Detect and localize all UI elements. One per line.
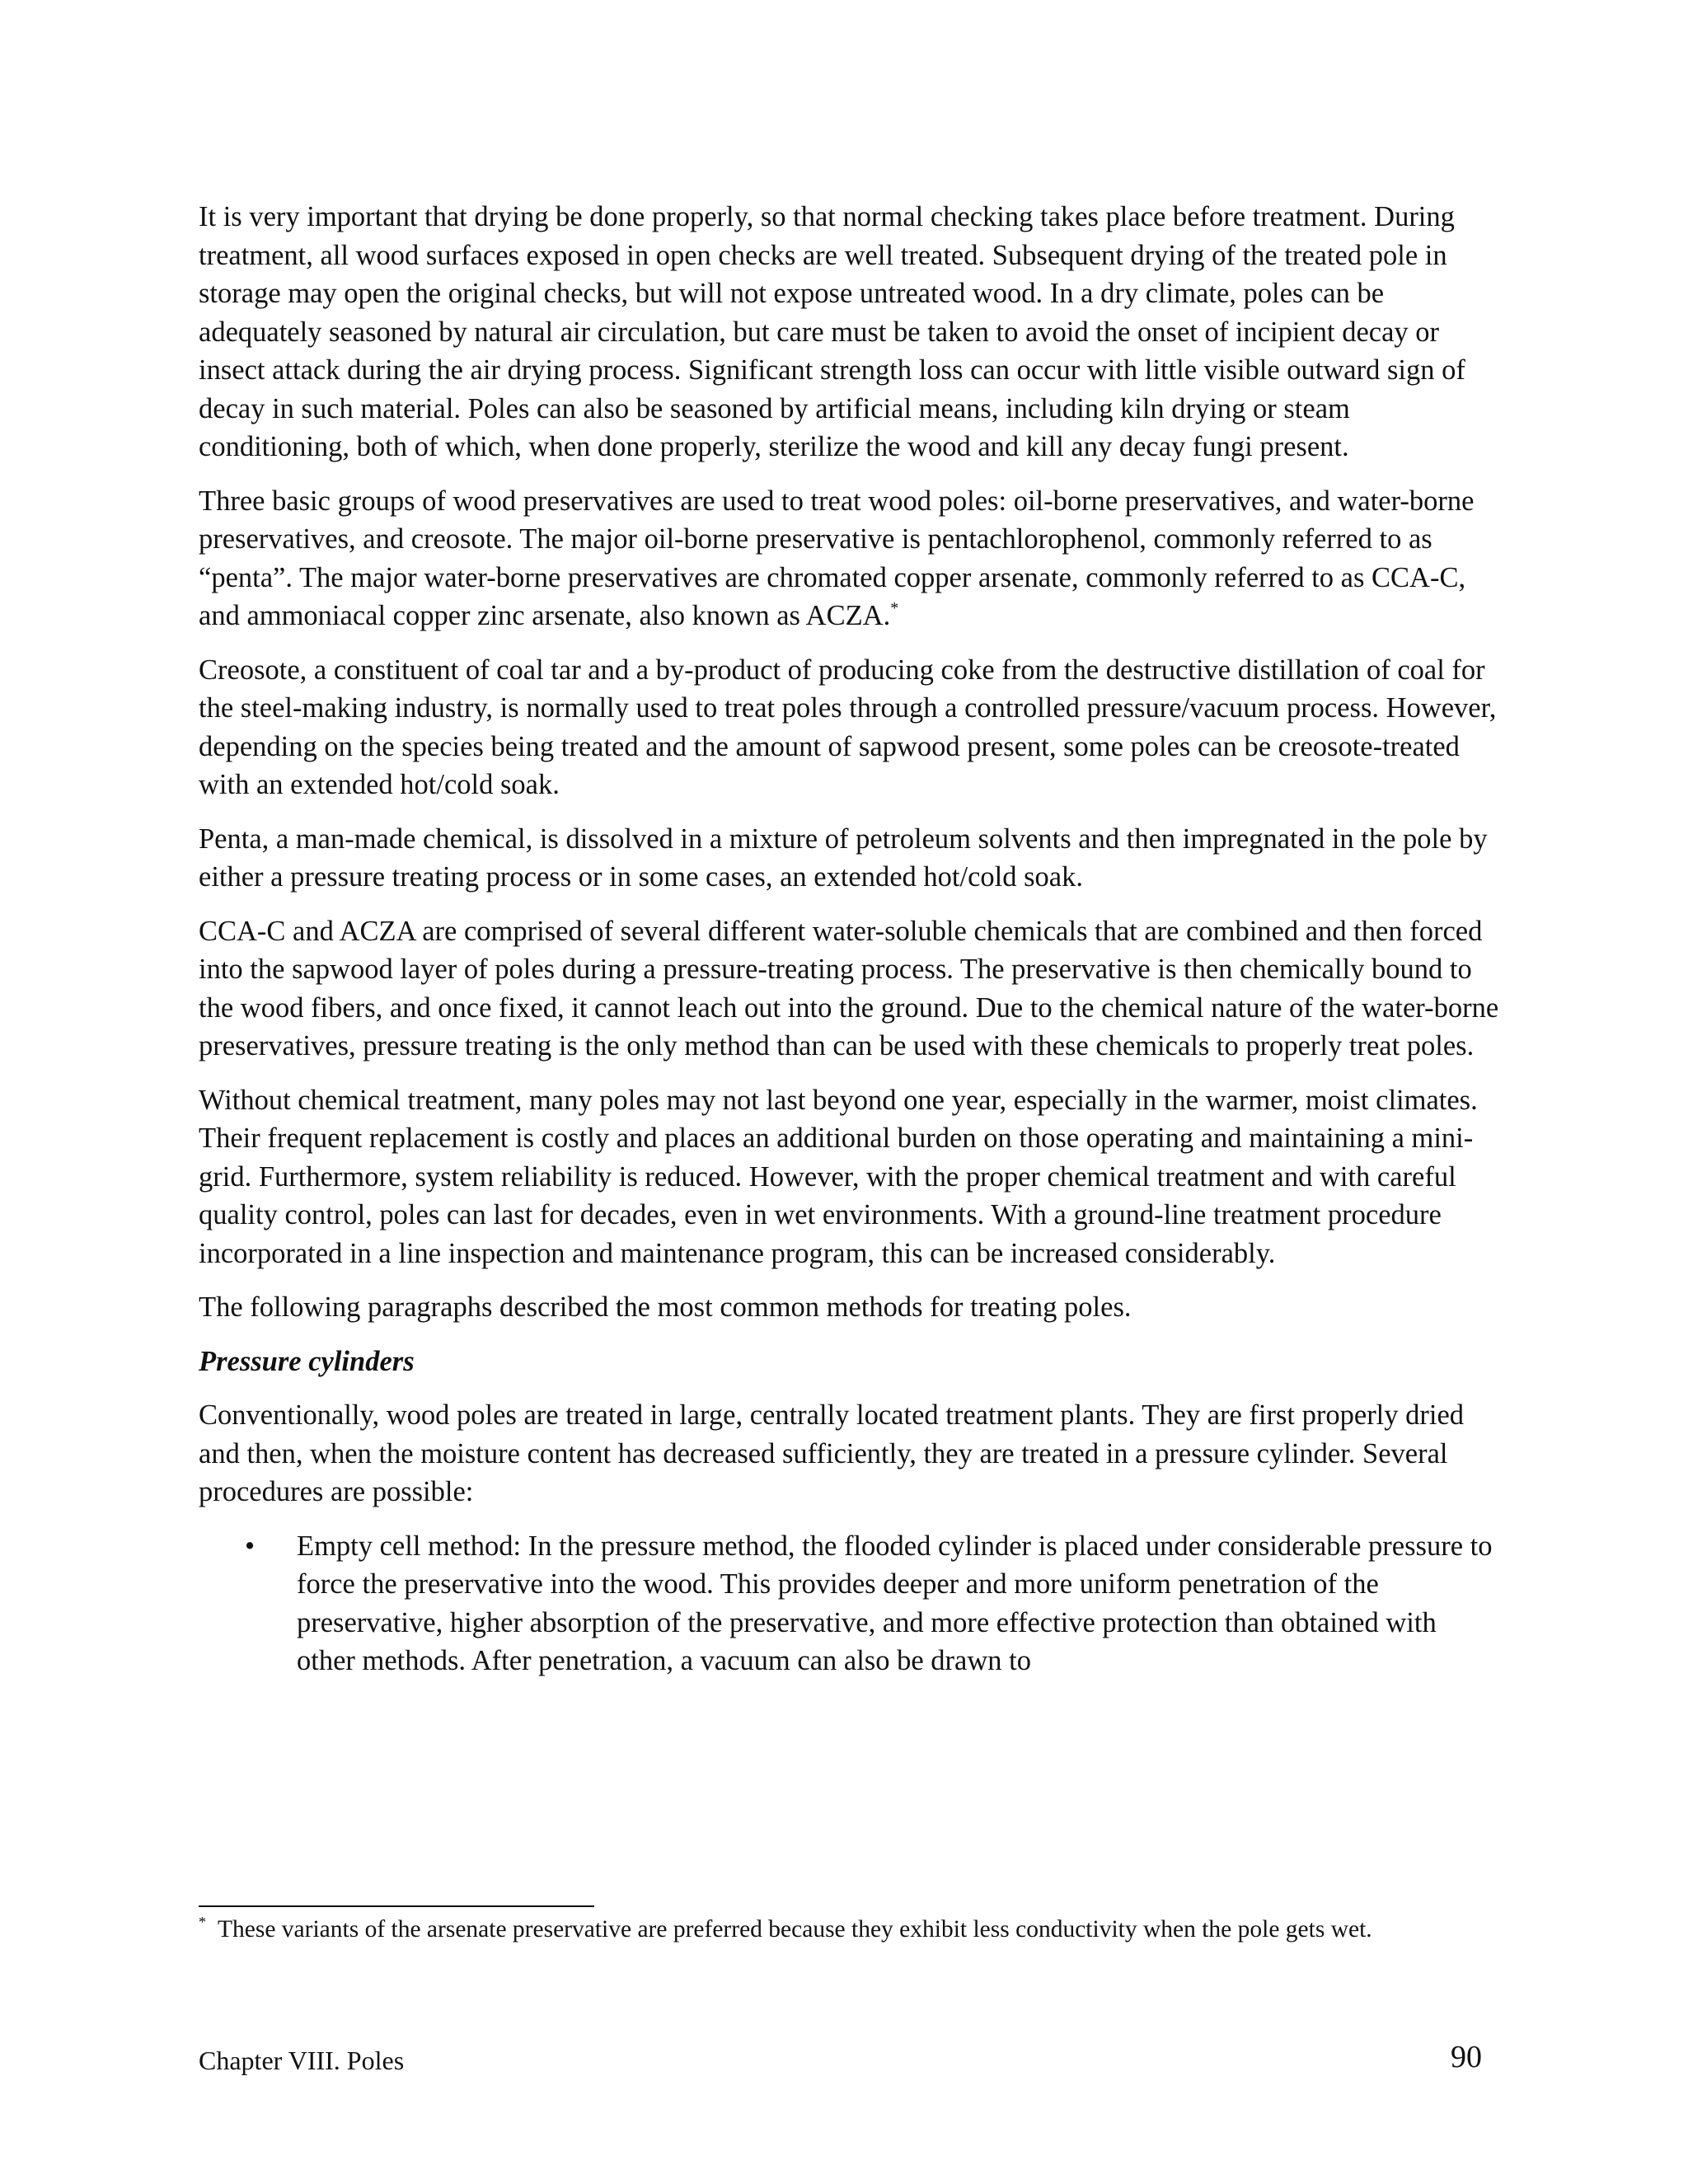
bullet-icon: • — [245, 1530, 256, 1562]
footnote-marker: * — [199, 1914, 206, 1930]
paragraph-methods-intro: The following paragraphs described the most common methods for treating poles. — [199, 1291, 1132, 1323]
paragraph-preservative-groups-text: Three basic groups of wood preservatives are used to treat wood poles: oil-borne preservatives, and water-borne preservatives, and creosote. The major oil-borne preservative is pentachlorophenol, commonly referred to as “penta”. The major water-borne preservatives are chromated copper arsenate, commonly referred to as CCA-C, and ammoniacal copper zinc arsenate, also known as ACZA. — [199, 485, 1475, 631]
list-item — [199, 1527, 1501, 1680]
footer-chapter-title: Chapter VIII. Poles — [199, 2046, 405, 2075]
section-heading-pressure-cylinders: Pressure cylinders — [199, 1345, 415, 1377]
footer-page-number: 90 — [1451, 2040, 1482, 2074]
list-item-text: Empty cell method: In the pressure method, the flooded cylinder is placed under considerable pressure to force the preservative into the wood. This provides deeper and more uniform penetration of the preservative, higher absorption of the preservative, and more effective protection than obtained with other methods. After penetration, a vacuum can also be drawn to — [297, 1530, 1493, 1676]
paragraph-drying: It is very important that drying be done properly, so that normal checking takes place before treatment. During treatment, all wood surfaces exposed in open checks are well treated. Subsequent drying of the treated pole in storage may open the original checks, but will not expose untreated wood. In a dry climate, poles can be adequately seasoned by natural air circulation, but care must be taken to avoid the onset of incipient decay or insect attack during the air drying process. Significant strength loss can occur with little visible outward sign of decay in such material. Poles can also be seasoned by artificial means, including kiln drying or steam conditioning, both of which, when done properly, sterilize the wood and kill any decay fungi present. — [199, 201, 1465, 462]
body-text — [199, 198, 1501, 1680]
paragraph-chemical-treatment: Without chemical treatment, many poles may not last beyond one year, especially in the warmer, moist climates. Their frequent replacement is costly and places an additional burden on those operating and maintaining a mini-grid. Furthermore, system reliability is reduced. However, with the proper chemical treatment and with careful quality control, poles can last for decades, even in wet environments. With a ground-line treatment procedure incorporated in a line inspection and maintenance program, this can be increased considerably. — [199, 1084, 1478, 1269]
paragraph-creosote: Creosote, a constituent of coal tar and a by-product of producing coke from the destructive distillation of coal for the steel-making industry, is normally used to treat poles through a controlled pressure/vacuum process. However, depending on the species being treated and the amount of sapwood present, some poles can be creosote-treated with an extended hot/cold soak. — [199, 654, 1497, 800]
paragraph-penta: Penta, a man-made chemical, is dissolved in a mixture of petroleum solvents and then impregnated in the pole by either a pressure treating process or in some cases, an extended hot/cold soak. — [199, 823, 1488, 893]
footnote — [199, 1914, 1501, 1945]
footnote-reference-marker[interactable]: * — [890, 599, 899, 617]
footnote-text: These variants of the arsenate preservative are preferred because they exhibit less conductivity when the pole gets wet. — [218, 1916, 1372, 1943]
footnote-separator — [199, 1905, 594, 1907]
paragraph-cca-acza: CCA-C and ACZA are comprised of several different water-soluble chemicals that are combined and then forced into the sapwood layer of poles during a pressure-treating process. The preservative is then chemically bound to the wood fibers, and once fixed, it cannot leach out into the ground. Due to the chemical nature of the water-borne preservatives, pressure treating is the only method than can be used with these chemicals to properly treat poles. — [199, 915, 1499, 1062]
paragraph-pressure-cylinders-intro: Conventionally, wood poles are treated in large, centrally located treatment plants. They are first properly dried and then, when the moisture content has decreased sufficiently, they are treated in a pressure cylinder. Several procedures are possible: — [199, 1399, 1465, 1507]
paragraph-preservative-groups — [199, 482, 1501, 635]
bullet-list — [199, 1527, 1501, 1680]
